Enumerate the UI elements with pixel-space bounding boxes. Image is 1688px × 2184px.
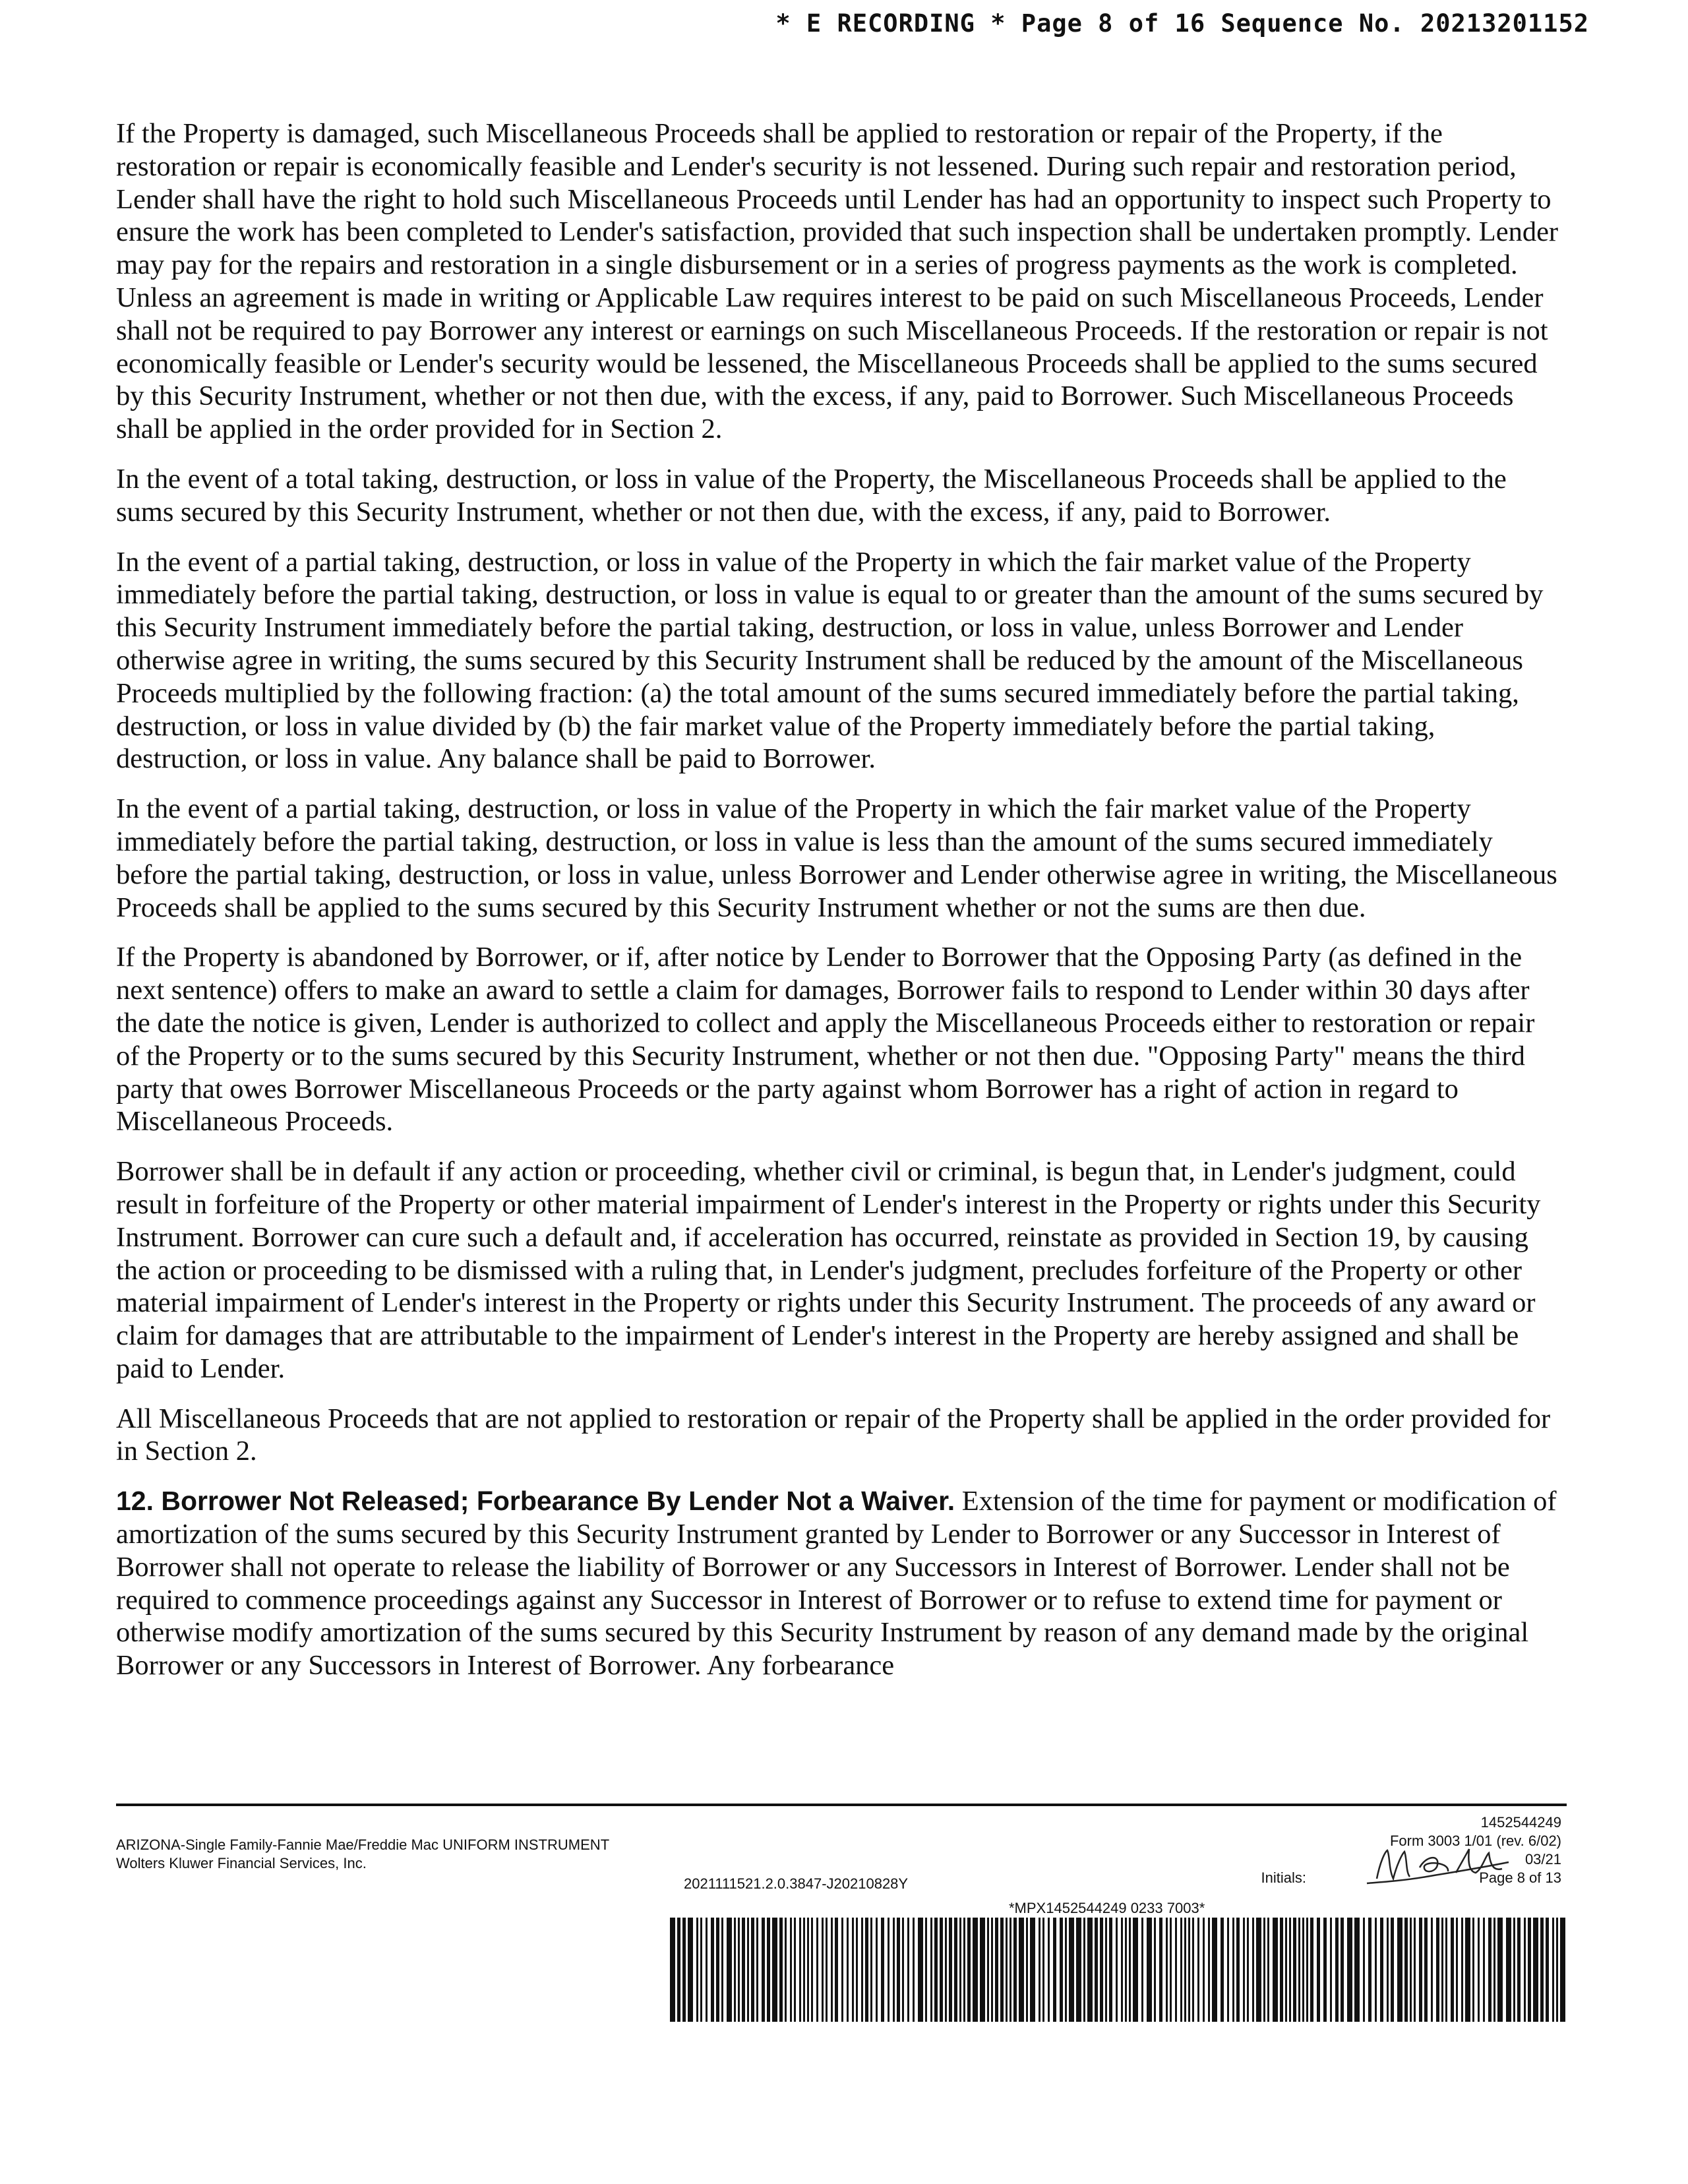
barcode-bar xyxy=(807,1918,809,2022)
barcode-bar xyxy=(1212,1918,1217,2022)
barcode-bar xyxy=(822,1918,824,2022)
barcode-bar xyxy=(1506,1918,1511,2022)
barcode-bar xyxy=(1310,1918,1313,2022)
barcode-bar xyxy=(1431,1918,1433,2022)
barcode-bar xyxy=(1159,1918,1162,2022)
barcode-bar xyxy=(1419,1918,1422,2022)
barcode-bar xyxy=(1100,1918,1103,2022)
form-number: Form 3003 1/01 (rev. 6/02) xyxy=(1389,1833,1561,1849)
barcode-bar xyxy=(756,1918,758,2022)
barcode-bar xyxy=(913,1918,915,2022)
paragraph-partial-taking-less: In the event of a partial taking, destruction, or loss in value of the Property in which the fair market value of the Property immediately before the partial taking, destruction, or loss in value is less than the amount of the sums secured immediately before the partial taking, destruction, or loss in value, unless Borrower and Lender otherwise agree in writing, the Miscellaneous Proceeds shall be applied to the sums secured by this Security Instrument whether or not the sums are then due. xyxy=(116,793,1557,923)
barcode-bar xyxy=(1263,1918,1265,2022)
barcode-bar xyxy=(1317,1918,1320,2022)
barcode-bar xyxy=(1184,1918,1186,2022)
barcode-bar xyxy=(706,1918,708,2022)
barcode-bar xyxy=(1083,1918,1085,2022)
barcode-bar xyxy=(934,1918,938,2022)
barcode-bar xyxy=(1192,1918,1194,2022)
barcode-bar xyxy=(1069,1918,1074,2022)
document-body xyxy=(116,117,1563,1699)
barcode-bar xyxy=(1039,1918,1040,2022)
paragraph-unapplied-proceeds: All Miscellaneous Proceeds that are not applied to restoration or repair of the Property shall be applied in the order provided for in Section 2. xyxy=(116,1403,1551,1467)
barcode-bar xyxy=(1076,1918,1081,2022)
paragraph-default: Borrower shall be in default if any action or proceeding, whether civil or criminal, is begun that, in Lender's judgment, could result in forfeiture of the Property or other material impairment of Lender's interest in the Property or rights under this Security Instrument. Borrower can cure such a default and, if acceleration has occurred, reinstate as provided in Section 19, by causing the action or proceeding to be dismissed with a ruling that, in Lender's judgment, precludes forfeiture of the Property or other material impairment of Lender's interest in the Property or rights under this Security Instrument. The proceeds of any award or claim for damages that are attributable to the impairment of Lender's interest in the Property are hereby assigned and shall be paid to Lender. xyxy=(116,1156,1541,1384)
barcode-bar xyxy=(1252,1918,1254,2022)
barcode-bar xyxy=(945,1918,947,2022)
barcode-bar xyxy=(1363,1918,1365,2022)
barcode-bar xyxy=(973,1918,978,2022)
barcode-bar xyxy=(1170,1918,1172,2022)
initials-line xyxy=(1261,1869,1561,1887)
paragraph-total-taking: In the event of a total taking, destruction, or loss in value of the Property, the Miscellaneous Proceeds shall be applied to the sums secured by this Security Instrument, whether or not then due, with the excess, if any, paid to Borrower. xyxy=(116,463,1507,528)
barcode-bar xyxy=(1354,1918,1360,2022)
barcode-bar xyxy=(1330,1918,1332,2022)
barcode-bar xyxy=(1197,1918,1199,2022)
barcode-bar xyxy=(696,1918,698,2022)
paragraph-abandonment: If the Property is abandoned by Borrower, or if, after notice by Lender to Borrower that the Opposing Party (as defined in the next sentence) offers to make an award to settle a claim for damages, Borrower fails to respond to Lender within 30 days after the date the notice is given, Lender is authorized to collect and apply the Miscellaneous Proceeds either to restoration or repair of the Property or to the sums secured by this Security Instrument, whether or not then due. "Opposing Party" means the third party that owes Borrower Miscellaneous Proceeds or the party against whom Borrower has a right of action in regard to Miscellaneous Proceeds. xyxy=(116,942,1535,1138)
barcode-bar xyxy=(1065,1918,1067,2022)
barcode-bar xyxy=(897,1918,900,2022)
barcode-bar xyxy=(1546,1918,1549,2022)
initials-label: Initials: xyxy=(1261,1869,1306,1886)
barcode-bar xyxy=(1087,1918,1093,2022)
barcode-bar xyxy=(1236,1918,1240,2022)
section-12-heading: 12. Borrower Not Released; Forbearance By Lender Not a Waiver. xyxy=(116,1486,955,1517)
barcode-bar xyxy=(677,1918,680,2022)
barcode-bar xyxy=(963,1918,965,2022)
barcode-bar xyxy=(1552,1918,1554,2022)
barcode-bar xyxy=(841,1918,843,2022)
barcode-bar xyxy=(1302,1918,1304,2022)
loan-number: 1452544249 xyxy=(1480,1814,1561,1831)
barcode-bar xyxy=(1232,1918,1234,2022)
barcode-bar xyxy=(1105,1918,1107,2022)
barcode-bar xyxy=(1391,1918,1394,2022)
barcode-bar xyxy=(1013,1918,1017,2022)
barcode-bar xyxy=(779,1918,783,2022)
barcode-bar xyxy=(1147,1918,1152,2022)
barcode-bar xyxy=(811,1918,813,2022)
barcode-bar xyxy=(1280,1918,1283,2022)
barcode-bar xyxy=(1424,1918,1428,2022)
barcode-bar xyxy=(1116,1918,1118,2022)
barcode-bar xyxy=(799,1918,801,2022)
barcode-bar xyxy=(1010,1918,1011,2022)
barcode-bar xyxy=(1451,1918,1454,2022)
barcode-bar xyxy=(1465,1918,1470,2022)
barcode-bar xyxy=(1285,1918,1287,2022)
barcode-bar xyxy=(1540,1918,1544,2022)
barcode-bar xyxy=(1166,1918,1168,2022)
section-12 xyxy=(116,1485,1563,1682)
barcode-bar xyxy=(716,1918,719,2022)
paragraph-damage-restoration: If the Property is damaged, such Miscellaneous Proceeds shall be applied to restoration or repair of the Property, if the restoration or repair is economically feasible and Lender's security is not lessened. During such repair and restoration period, Lender shall have the right to hold such Miscellaneous Proceeds until Lender has had an opportunity to inspect such Property to ensure the work has been completed to Lender's satisfaction, provided that such inspection shall be undertaken promptly. Lender may pay for the repairs and restoration in a single disbursement or in a series of progress payments as the work is completed. Unless an agreement is made in writing or Applicable Law requires interest to be paid on such Miscellaneous Proceeds, Lender shall not be required to pay Borrower any interest or earnings on such Miscellaneous Proceeds. If the restoration or repair is not economically feasible or Lender's security would be lessened, the Miscellaneous Proceeds shall be applied to the sums secured by this Security Instrument, whether or not then due, with the excess, if any, paid to Borrower. Such Miscellaneous Proceeds shall be applied in the order provided for in Section 2. xyxy=(116,118,1559,445)
barcode-bar xyxy=(1221,1918,1224,2022)
barcode-bar xyxy=(767,1918,770,2022)
barcode-bar xyxy=(1524,1918,1526,2022)
paragraph-partial-taking-greater: In the event of a partial taking, destruction, or loss in value of the Property in which the fair market value of the Property immediately before the partial taking, destruction, or loss in value is equal to or greater than the amount of the sums secured by this Security Instrument immediately before the partial taking, destruction, or loss in value, unless Borrower and Lender otherwise agree in writing, the sums secured by this Security Instrument shall be reduced by the amount of the Miscellaneous Proceeds multiplied by the following fraction: (a) the total amount of the sums secured immediately before the partial taking, destruction, or loss in value divided by (b) the fair market value of the Property immediately before the partial taking, destruction, or loss in value. Any balance shall be paid to Borrower. xyxy=(116,546,1544,775)
barcode-bar xyxy=(1208,1918,1210,2022)
barcode-bar xyxy=(1053,1918,1056,2022)
barcode-bar xyxy=(738,1918,740,2022)
barcode-bar xyxy=(865,1918,868,2022)
barcode xyxy=(670,1918,1567,2022)
barcode-bar xyxy=(1375,1918,1377,2022)
footer-right xyxy=(1261,1813,1561,1887)
barcode-bar xyxy=(1247,1918,1249,2022)
barcode-bar xyxy=(831,1918,833,2022)
barcode-bar xyxy=(1461,1918,1463,2022)
barcode-bar xyxy=(1125,1918,1127,2022)
barcode-bar xyxy=(1109,1918,1112,2022)
barcode-bar xyxy=(835,1918,838,2022)
barcode-bar xyxy=(1347,1918,1352,2022)
barcode-bar xyxy=(1175,1918,1177,2022)
barcode-bar xyxy=(700,1918,702,2022)
barcode-bar xyxy=(1026,1918,1028,2022)
barcode-bar xyxy=(995,1918,998,2022)
barcode-bar xyxy=(1436,1918,1439,2022)
barcode-bar xyxy=(967,1918,971,2022)
barcode-bar xyxy=(902,1918,904,2022)
barcode-bar xyxy=(1335,1918,1339,2022)
barcode-bar xyxy=(1368,1918,1372,2022)
barcode-bar xyxy=(1478,1918,1480,2022)
recording-header: * E RECORDING * Page 8 of 16 Sequence No. 20213201152 xyxy=(775,9,1589,38)
barcode-bar xyxy=(688,1918,693,2022)
document-code: 2021111521.2.0.3847-J20210828Y xyxy=(684,1875,909,1892)
barcode-bar xyxy=(930,1918,932,2022)
barcode-bar xyxy=(1397,1918,1402,2022)
barcode-bar xyxy=(888,1918,889,2022)
barcode-bar xyxy=(1380,1918,1383,2022)
barcode-bar xyxy=(762,1918,765,2022)
barcode-bar xyxy=(1306,1918,1308,2022)
barcode-bar xyxy=(721,1918,723,2022)
barcode-bar xyxy=(1533,1918,1538,2022)
barcode-bar xyxy=(1560,1918,1565,2022)
barcode-bar xyxy=(949,1918,952,2022)
barcode-bar xyxy=(1203,1918,1205,2022)
barcode-bar xyxy=(870,1918,872,2022)
barcode-bar xyxy=(991,1918,993,2022)
barcode-bar xyxy=(1441,1918,1443,2022)
barcode-bar xyxy=(954,1918,957,2022)
barcode-bar xyxy=(1048,1918,1050,2022)
barcode-bar xyxy=(1129,1918,1131,2022)
barcode-bar xyxy=(1227,1918,1229,2022)
barcode-bar xyxy=(1472,1918,1474,2022)
barcode-bar xyxy=(727,1918,732,2022)
barcode-bar xyxy=(861,1918,863,2022)
barcode-bar xyxy=(1497,1918,1503,2022)
barcode-bar xyxy=(816,1918,818,2022)
barcode-bar xyxy=(925,1918,927,2022)
initials-signature xyxy=(1364,1842,1515,1895)
barcode-bar xyxy=(1154,1918,1156,2022)
barcode-bar xyxy=(1121,1918,1123,2022)
barcode-bar xyxy=(785,1918,787,2022)
form-title: ARIZONA-Single Family-Fannie Mae/Freddie Mac UNIFORM INSTRUMENT xyxy=(116,1836,610,1853)
barcode-bar xyxy=(918,1918,923,2022)
barcode-bar xyxy=(1060,1918,1063,2022)
barcode-bar xyxy=(1141,1918,1143,2022)
barcode-bar xyxy=(790,1918,792,2022)
barcode-bar xyxy=(670,1918,675,2022)
barcode-bar xyxy=(856,1918,858,2022)
barcode-bar xyxy=(852,1918,854,2022)
barcode-bar xyxy=(1493,1918,1495,2022)
barcode-bar xyxy=(980,1918,985,2022)
barcode-bar xyxy=(803,1918,805,2022)
barcode-bar xyxy=(1528,1918,1531,2022)
barcode-bar xyxy=(1445,1918,1447,2022)
barcode-bar xyxy=(1000,1918,1004,2022)
barcode-bar xyxy=(940,1918,943,2022)
barcode-bar xyxy=(772,1918,777,2022)
publisher: Wolters Kluwer Financial Services, Inc. xyxy=(116,1855,367,1871)
barcode-bar xyxy=(1180,1918,1182,2022)
barcode-bar xyxy=(1006,1918,1008,2022)
footer-left xyxy=(116,1836,609,1873)
revision-date: 03/21 xyxy=(1524,1851,1561,1867)
barcode-bar xyxy=(734,1918,736,2022)
barcode-bar xyxy=(847,1918,849,2022)
barcode-bar xyxy=(1483,1918,1485,2022)
barcode-bar xyxy=(1293,1918,1296,2022)
barcode-bar xyxy=(959,1918,961,2022)
barcode-bar xyxy=(1267,1918,1269,2022)
barcode-bar xyxy=(893,1918,895,2022)
barcode-bar xyxy=(742,1918,745,2022)
barcode-bar xyxy=(1273,1918,1278,2022)
barcode-bar xyxy=(1095,1918,1098,2022)
barcode-bar xyxy=(876,1918,878,2022)
barcode-bar xyxy=(1517,1918,1521,2022)
barcode-bar xyxy=(1256,1918,1261,2022)
barcode-bar xyxy=(1456,1918,1458,2022)
barcode-bar xyxy=(747,1918,749,2022)
barcode-bar xyxy=(1410,1918,1412,2022)
barcode-bar xyxy=(751,1918,754,2022)
barcode-bar xyxy=(1042,1918,1044,2022)
barcode-bar xyxy=(711,1918,714,2022)
barcode-bar xyxy=(682,1918,686,2022)
barcode-bar xyxy=(907,1918,909,2022)
barcode-bar xyxy=(1289,1918,1291,2022)
barcode-bar xyxy=(1556,1918,1558,2022)
barcode-bar xyxy=(794,1918,796,2022)
page-label: Page 8 of 13 xyxy=(1479,1869,1561,1886)
barcode-bar xyxy=(1414,1918,1416,2022)
barcode-bar xyxy=(1030,1918,1035,2022)
barcode-bar xyxy=(1341,1918,1344,2022)
barcode-text: *MPX1452544249 0233 7003* xyxy=(1009,1900,1205,1916)
barcode-bar xyxy=(1323,1918,1327,2022)
barcode-bar xyxy=(1513,1918,1515,2022)
barcode-bar xyxy=(1133,1918,1138,2022)
barcode-bar xyxy=(881,1918,884,2022)
barcode-bar xyxy=(1243,1918,1245,2022)
footer-divider xyxy=(116,1804,1567,1806)
barcode-bar xyxy=(1488,1918,1492,2022)
barcode-bar xyxy=(987,1918,989,2022)
barcode-bar xyxy=(1298,1918,1300,2022)
barcode-bar xyxy=(1404,1918,1408,2022)
barcode-bar xyxy=(1019,1918,1024,2022)
section-12-text: Extension of the time for payment or modification of amortization of the sums secured by this Security Instrument granted by Lender to Borrower or any Successor in Interest of Borrower shall not operate to release the liability of Borrower or any Successors in Interest of Borrower. Lender shall not be required to commence proceedings against any Successor in Interest of Borrower or to refuse to extend time for payment or otherwise modify amortization of the sums secured by this Security Instrument by reason of any demand made by the original Borrower or any Successors in Interest of Borrower. Any forbearance xyxy=(116,1486,1557,1682)
barcode-bar xyxy=(1387,1918,1389,2022)
barcode-bar xyxy=(1188,1918,1190,2022)
barcode-bar xyxy=(826,1918,828,2022)
